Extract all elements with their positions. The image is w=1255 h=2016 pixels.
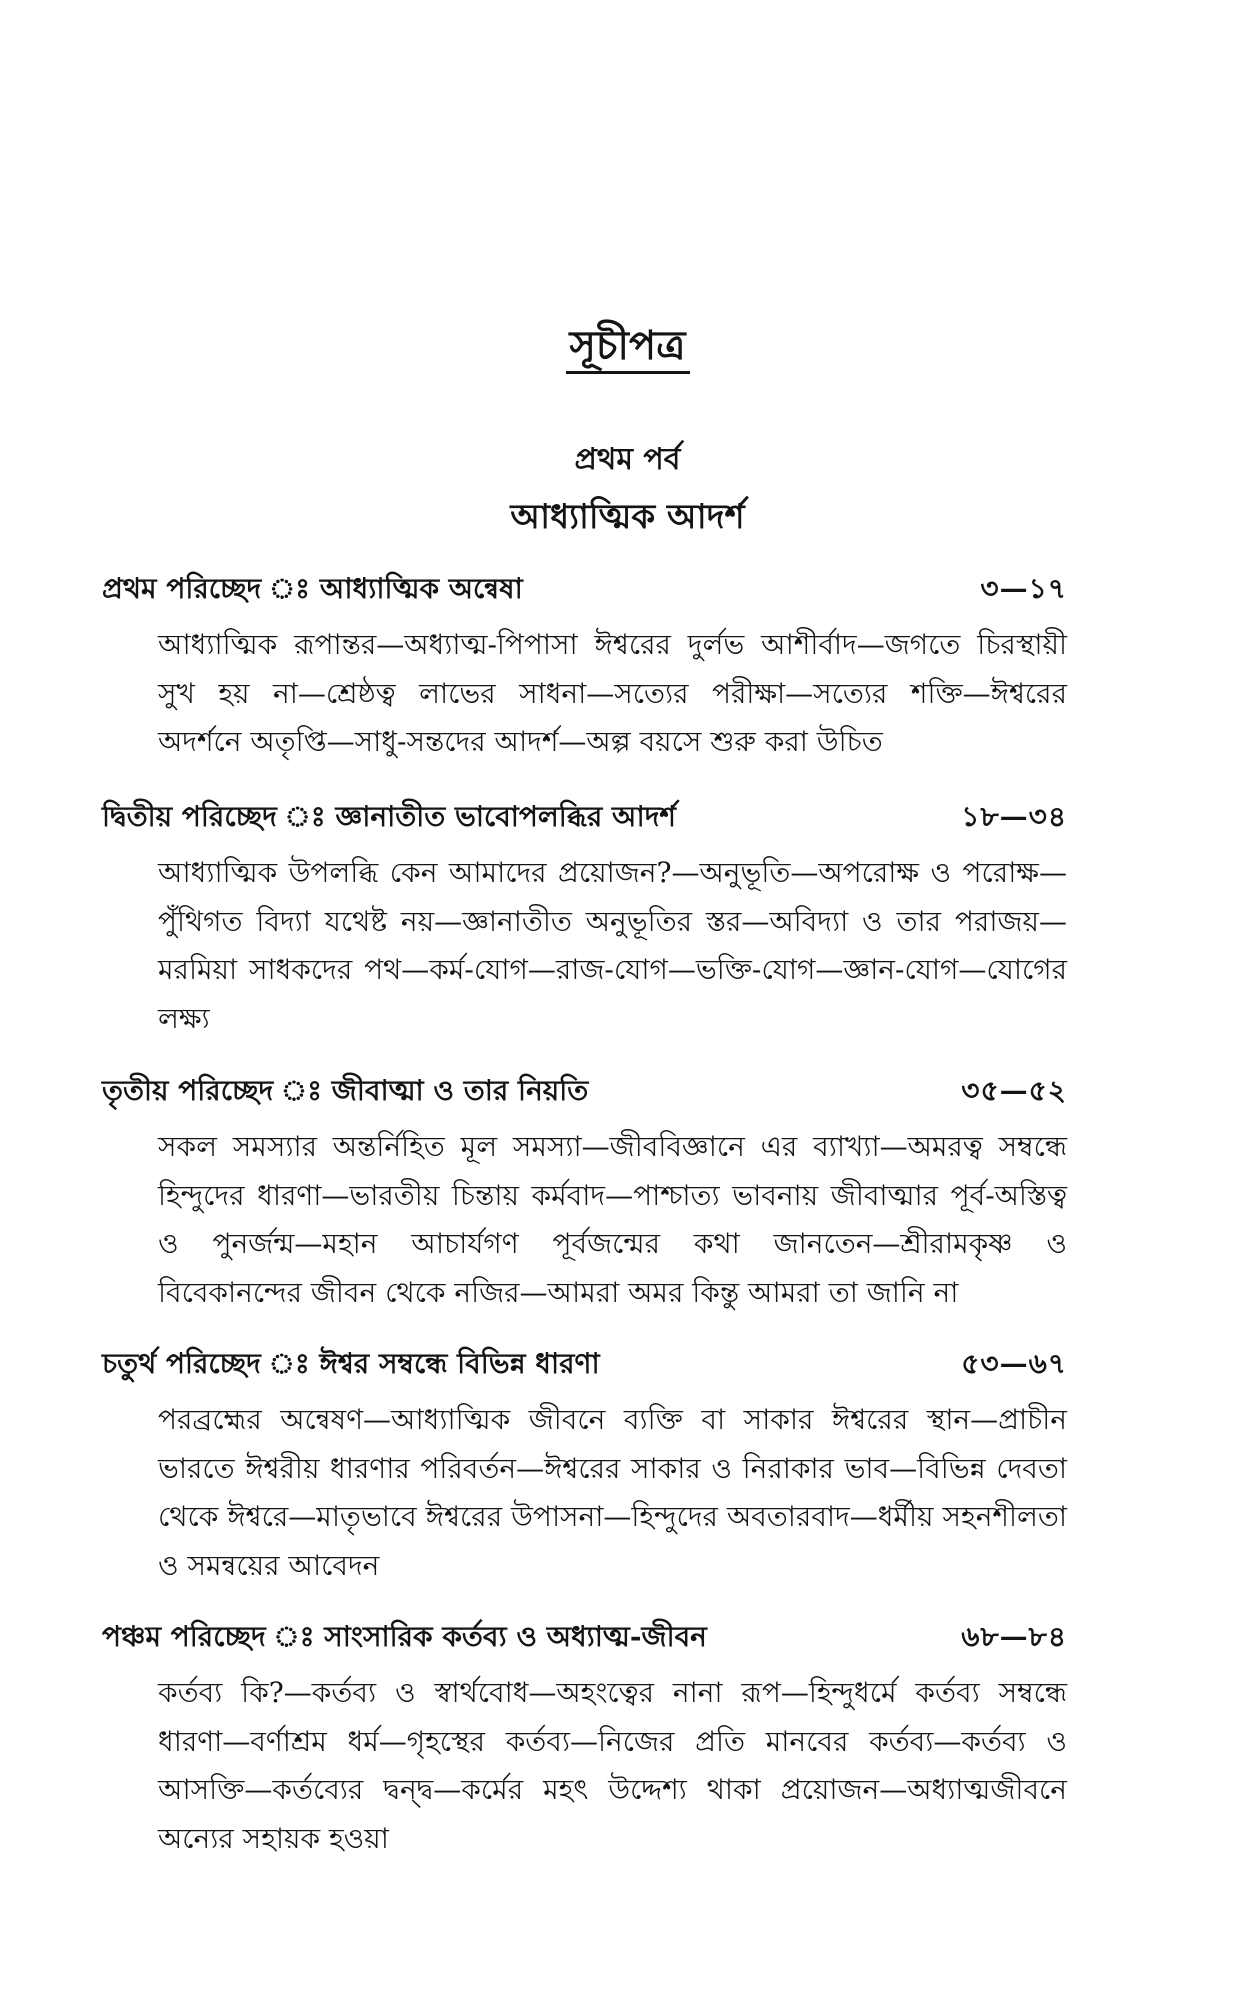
chapter-entry-1	[102, 567, 1067, 767]
chapter-entry-5	[102, 1615, 1067, 1863]
chapter-heading	[102, 795, 1067, 839]
chapter-entry-3	[102, 1069, 1067, 1317]
chapter-summary: আধ্যাত্মিক রূপান্তর—অধ্যাত্ম-পিপাসা ঈশ্বরের দুর্লভ আশীর্বাদ—জগতে চিরস্থায়ী সুখ হয় না—শ্রেষ্ঠত্ব লাভের সাধনা—সত্যের পরীক্ষা—সত্যের শক্তি—ঈশ্বরের অদর্শনে অতৃপ্তি—সাধু-সন্তদের আদর্শ—অল্প বয়সে শুরু করা উচিত	[158, 628, 1067, 758]
chapter-entry-4	[102, 1342, 1067, 1590]
chapter-heading	[102, 1615, 1067, 1659]
chapter-title: চতুর্থ পরিচ্ছেদ ঃ ঈশ্বর সম্বন্ধে বিভিন্ন ধারণা	[102, 1347, 600, 1380]
chapter-title: প্রথম পরিচ্ছেদ ঃ আধ্যাত্মিক অন্বেষা	[102, 572, 523, 605]
chapter-page-range: ১৮—৩৪	[961, 800, 1067, 833]
chapter-entry-2	[102, 795, 1067, 1043]
chapter-title: পঞ্চম পরিচ্ছেদ ঃ সাংসারিক কর্তব্য ও অধ্যাত্ম-জীবন	[102, 1620, 707, 1653]
part-title: আধ্যাত্মিক আদর্শ	[510, 497, 745, 537]
chapter-page-range: ৩—১৭	[980, 572, 1067, 605]
chapter-page-range: ৬৮—৮৪	[961, 1620, 1067, 1653]
chapter-page-range: ৫৩—৬৭	[961, 1347, 1067, 1380]
page-title	[0, 318, 1255, 374]
chapter-page-range: ৩৫—৫২	[961, 1074, 1067, 1107]
page-title-text: সূচীপত্র	[566, 322, 690, 374]
chapter-summary: আধ্যাত্মিক উপলব্ধি কেন আমাদের প্রয়োজন?—অনুভূতি—অপরোক্ষ ও পরোক্ষ—পুঁথিগত বিদ্যা যথেষ্ট নয়—জ্ঞানাতীত অনুভূতির স্তর—অবিদ্যা ও তার পরাজয়—মরমিয়া সাধকদের পথ—কর্ম-যোগ—রাজ-যোগ—ভক্তি-যোগ—জ্ঞান-যোগ—যোগের লক্ষ্য	[158, 856, 1067, 1035]
chapter-summary: পরব্রহ্মের অন্বেষণ—আধ্যাত্মিক জীবনে ব্যক্তি বা সাকার ঈশ্বরের স্থান—প্রাচীন ভারতে ঈশ্বরীয় ধারণার পরিবর্তন—ঈশ্বরের সাকার ও নিরাকার ভাব—বিভিন্ন দেবতা থেকে ঈশ্বরে—মাতৃভাবে ঈশ্বরের উপাসনা—হিন্দুদের অবতারবাদ—ধর্মীয় সহনশীলতা ও সমন্বয়ের আবেদন	[158, 1403, 1067, 1582]
chapter-summary: কর্তব্য কি?—কর্তব্য ও স্বার্থবোধ—অহংত্বের নানা রূপ—হিন্দুধর্মে কর্তব্য সম্বন্ধে ধারণা—বর্ণাশ্রম ধর্ম—গৃহস্থের কর্তব্য—নিজের প্রতি মানবের কর্তব্য—কর্তব্য ও আসক্তি—কর্তব্যের দ্বন্দ্ব—কর্মের মহৎ উদ্দেশ্য থাকা প্রয়োজন—অধ্যাত্মজীবনে অন্যের সহায়ক হওয়া	[158, 1676, 1067, 1855]
chapter-heading	[102, 567, 1067, 611]
chapter-title: দ্বিতীয় পরিচ্ছেদ ঃ জ্ঞানাতীত ভাবোপলব্ধির আদর্শ	[102, 800, 676, 833]
chapter-title: তৃতীয় পরিচ্ছেদ ঃ জীবাত্মা ও তার নিয়তি	[102, 1074, 589, 1107]
chapter-heading	[102, 1342, 1067, 1386]
chapter-heading	[102, 1069, 1067, 1113]
part-label: প্রথম পর্ব	[574, 442, 681, 477]
chapter-summary: সকল সমস্যার অন্তর্নিহিত মূল সমস্যা—জীববিজ্ঞানে এর ব্যাখ্যা—অমরত্ব সম্বন্ধে হিন্দুদের ধারণা—ভারতীয় চিন্তায় কর্মবাদ—পাশ্চাত্য ভাবনায় জীবাত্মার পূর্ব-অস্তিত্ব ও পুনর্জন্ম—মহান আচার্যগণ পূর্বজন্মের কথা জানতেন—শ্রীরামকৃষ্ণ ও বিবেকানন্দের জীবন থেকে নজির—আমরা অমর কিন্তু আমরা তা জানি না	[158, 1130, 1067, 1309]
